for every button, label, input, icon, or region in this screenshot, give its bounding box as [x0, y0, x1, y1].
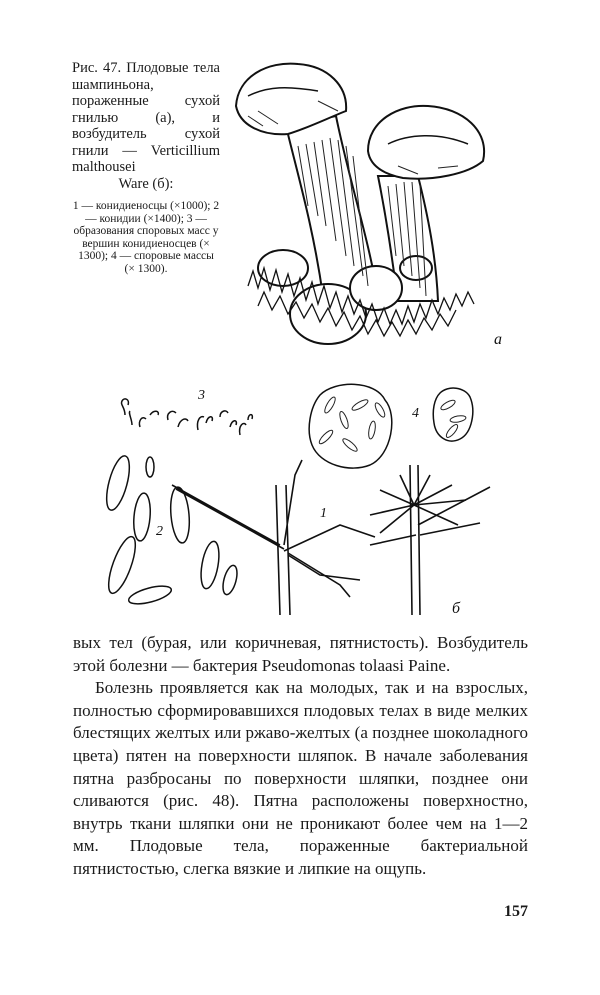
part-label-3: 3	[198, 388, 205, 403]
illustration-mushrooms-a	[228, 56, 528, 366]
caption-legend: 1 — конидиеносцы (×1000); 2 — конидии (×1400); 3 — образования споровых масс у вершин конидиеносцев (× 1300); 4 — споровые массы (× 1300).	[72, 200, 220, 275]
panel-label-b: б	[452, 600, 461, 617]
illustration-verticillium-b	[80, 375, 530, 625]
conidium	[198, 540, 222, 590]
mushroom-cap-right	[368, 106, 484, 179]
figure-caption	[72, 60, 220, 275]
conidium	[103, 534, 140, 597]
caption-author: Ware (б):	[118, 175, 174, 192]
conidia-group	[102, 454, 240, 608]
panel-label-a: а	[494, 331, 502, 348]
conidium	[127, 583, 173, 608]
conidiophore-group	[172, 460, 490, 615]
part-label-4: 4	[412, 406, 419, 421]
conidium	[146, 457, 154, 477]
part-label-1: 1	[320, 506, 327, 521]
body-text	[73, 632, 528, 881]
spore-mass-large	[309, 384, 392, 468]
paragraph-2: Болезнь проявляется как на молодых, так и на взрослых, полностью сформировавшихся плодовых телах в виде мелких блестящих желтых или ржаво-желтых (а позднее шоколадного цвета) пятен на поверхности шляпок. В начале заболевания пятна разбросаны по поверхности шляпки, позднее они сливаются (рис. 48). Пятна расположены поверхностно, внутрь ткани шляпки они не проникают более чем на 1—2 мм. Плодовые тела, пораженные бактериальной пятнистостью, слегка вязкие и липкие на ощупь.	[73, 678, 528, 878]
page-number: 157	[504, 903, 528, 920]
caption-title	[72, 60, 220, 192]
paragraph-1: вых тел (бурая, или коричневая, пятнистость). Возбудитель этой болезни — бактерия Pseudomonas tolaasi Paine.	[73, 633, 528, 675]
conidium	[102, 454, 134, 513]
conidiophore	[410, 465, 420, 615]
conidium	[220, 564, 239, 596]
small-cap-3	[350, 266, 402, 310]
part-label-2: 2	[156, 524, 163, 539]
small-cap-4	[400, 256, 432, 280]
caption-title-text: Рис. 47. Плодовые тела шампиньона, пораженные сухой гнилью (а), и возбудитель сухой гнили — Verticillium malthousei	[72, 60, 220, 175]
spore-formation-group	[122, 399, 253, 435]
conidium	[132, 492, 152, 541]
